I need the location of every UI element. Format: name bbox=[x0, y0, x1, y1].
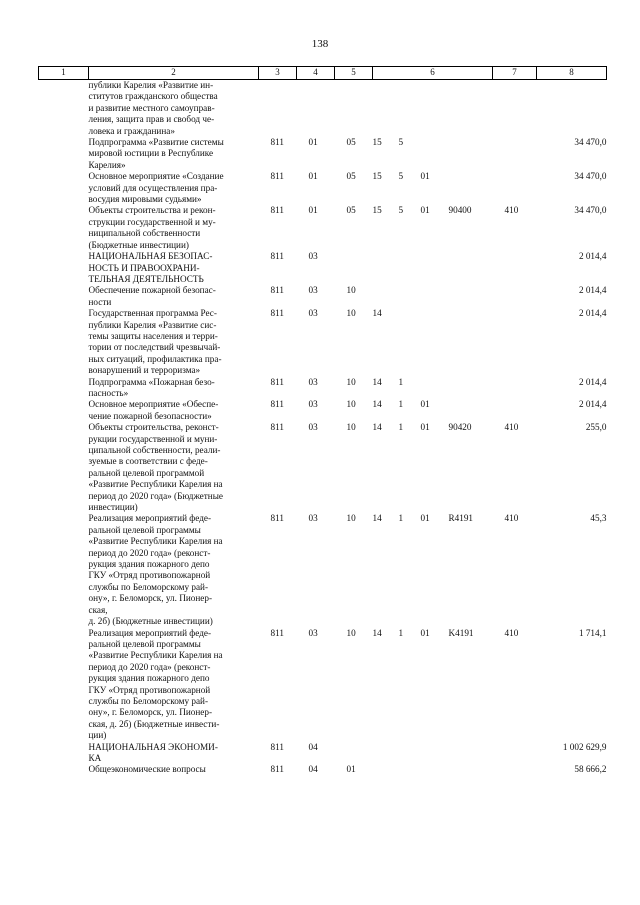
table-row bbox=[39, 742, 607, 765]
row-c5: 10 bbox=[346, 627, 356, 638]
row-amount: 58 666,2 bbox=[574, 764, 607, 775]
row-c5: 10 bbox=[346, 376, 356, 387]
row-col1 bbox=[39, 399, 89, 422]
row-c6d bbox=[449, 742, 493, 765]
table-row bbox=[39, 764, 607, 775]
row-c7 bbox=[493, 171, 537, 205]
row-name: Основное мероприятие «Обеспе- чение пожарной безопасности» bbox=[88, 399, 219, 421]
row-c5: 01 bbox=[346, 764, 356, 775]
table-row bbox=[39, 308, 607, 376]
row-c5 bbox=[335, 80, 373, 138]
row-c4: 03 bbox=[308, 376, 318, 387]
row-c6d bbox=[449, 308, 493, 376]
row-c5 bbox=[335, 742, 373, 765]
col-header-1: 1 bbox=[39, 67, 89, 80]
row-amount: 2 014,4 bbox=[578, 251, 607, 262]
row-amount: 1 002 629,9 bbox=[562, 741, 607, 752]
row-c6c bbox=[421, 377, 449, 400]
row-col1 bbox=[39, 205, 89, 251]
row-amount: 34 470,0 bbox=[574, 171, 607, 182]
row-col1 bbox=[39, 377, 89, 400]
row-c6b: 5 bbox=[398, 137, 404, 148]
row-c4: 03 bbox=[308, 251, 318, 262]
row-c6a: 15 bbox=[372, 171, 382, 182]
row-c6d bbox=[449, 285, 493, 308]
row-c7 bbox=[493, 742, 537, 765]
row-c3: 811 bbox=[270, 251, 284, 262]
col-header-5: 5 bbox=[335, 67, 373, 80]
row-name: публики Карелия «Развитие ин- ститутов гражданского общества и развитие местного самоуправ- ления, защита прав и свобод че- ловека и гражданина» bbox=[88, 80, 218, 136]
row-c4: 04 bbox=[308, 741, 318, 752]
row-amount: 2 014,4 bbox=[578, 376, 607, 387]
col-header-3: 3 bbox=[259, 67, 297, 80]
row-col1 bbox=[39, 742, 89, 765]
table-row bbox=[39, 171, 607, 205]
row-c6b: 1 bbox=[398, 513, 404, 524]
table-body bbox=[39, 80, 607, 776]
row-c3: 811 bbox=[270, 627, 284, 638]
table-row bbox=[39, 399, 607, 422]
row-name: Реализация мероприятий феде- ральной целевой программы «Развитие Республики Карелия на период до 2020 года» (реконст- рукция здания пожарного депо ГКУ «Отряд противопожарной службы по Беломорскому рай- ону», г. Беломорск, ул. Пионер- ская, д. 2б) (Бюджетные инвестиции) bbox=[88, 513, 223, 627]
row-c6a: 14 bbox=[372, 399, 382, 410]
col-header-2: 2 bbox=[89, 67, 259, 80]
row-c5: 10 bbox=[346, 399, 356, 410]
row-c6d bbox=[449, 251, 493, 285]
row-c6a: 15 bbox=[372, 205, 382, 216]
row-c6d bbox=[449, 377, 493, 400]
page-number: 138 bbox=[311, 38, 329, 50]
row-name: Объекты строительства, реконст- рукции государственной и муни- ципальной собственности, реали- зуемые в соответствии с феде- ральной целевой программой «Развитие Республики Карелия на период до 2020 года» (Бюджетные инвестиции) bbox=[88, 422, 223, 513]
row-col1 bbox=[39, 308, 89, 376]
row-amount: 34 470,0 bbox=[574, 137, 607, 148]
row-c6b: 5 bbox=[398, 171, 404, 182]
row-c7 bbox=[493, 377, 537, 400]
row-c6b bbox=[399, 80, 421, 138]
row-c5: 10 bbox=[346, 422, 356, 433]
row-c3: 811 bbox=[270, 376, 284, 387]
row-c7 bbox=[493, 308, 537, 376]
row-c3: 811 bbox=[270, 308, 284, 319]
table-row bbox=[39, 285, 607, 308]
row-c5: 05 bbox=[346, 171, 356, 182]
row-c6a bbox=[373, 80, 399, 138]
row-c6d bbox=[449, 399, 493, 422]
row-col1 bbox=[39, 285, 89, 308]
row-c7 bbox=[493, 251, 537, 285]
row-c6c: 01 bbox=[420, 627, 430, 638]
row-amount: 255,0 bbox=[585, 422, 607, 433]
row-amount: 2 014,4 bbox=[578, 308, 607, 319]
col-header-6: 6 bbox=[373, 67, 493, 80]
row-c6c: 01 bbox=[420, 422, 430, 433]
table-row bbox=[39, 205, 607, 251]
row-c7 bbox=[493, 80, 537, 138]
row-c6b: 1 bbox=[398, 399, 404, 410]
row-c4: 01 bbox=[308, 137, 318, 148]
row-c6a bbox=[373, 764, 399, 775]
row-amount: 1 714,1 bbox=[578, 627, 607, 638]
row-c6b: 1 bbox=[398, 422, 404, 433]
row-c7: 410 bbox=[504, 205, 519, 216]
row-c4: 03 bbox=[308, 422, 318, 433]
row-name: Общеэкономические вопросы bbox=[88, 764, 206, 775]
table-row bbox=[39, 377, 607, 400]
row-c6d bbox=[449, 80, 493, 138]
row-col1 bbox=[39, 628, 89, 742]
row-c6c bbox=[421, 251, 449, 285]
row-c4 bbox=[297, 80, 335, 138]
row-c6c bbox=[421, 80, 449, 138]
row-c7: 410 bbox=[504, 627, 519, 638]
row-name: Реализация мероприятий феде- ральной целевой программы «Развитие Республики Карелия на период до 2020 года» (реконст- рукция здания пожарного депо ГКУ «Отряд противопожарной службы по Беломорскому рай- ону», г. Беломорск, ул. Пионер- ская, д. 2б) (Бюджетные инвести- ции) bbox=[88, 627, 223, 741]
row-name: Подпрограмма «Развитие системы мировой юстиции в Республике Карелия» bbox=[88, 137, 224, 170]
row-c4: 01 bbox=[308, 205, 318, 216]
col-header-7: 7 bbox=[493, 67, 537, 80]
row-c6a bbox=[373, 251, 399, 285]
row-c6b: 5 bbox=[398, 205, 404, 216]
row-col1 bbox=[39, 251, 89, 285]
budget-table bbox=[38, 66, 607, 776]
table-row bbox=[39, 513, 607, 627]
row-c3: 811 bbox=[270, 137, 284, 148]
row-amount bbox=[537, 80, 607, 138]
row-name: Государственная программа Рес- публики Карелия «Развитие сис- темы защиты населения и терри- тории от последствий чрезвычай- ных ситуаций, профилактика пра- вонарушений и терроризма» bbox=[88, 308, 222, 376]
row-c3: 811 bbox=[270, 764, 284, 775]
row-c6c: 01 bbox=[420, 205, 430, 216]
row-name: Объекты строительства и рекон- струкции государственной и му- ниципальной собственности (Бюджетные инвестиции) bbox=[88, 205, 216, 250]
row-c5 bbox=[335, 251, 373, 285]
row-c6b bbox=[399, 285, 421, 308]
row-c7 bbox=[493, 137, 537, 171]
row-c4: 01 bbox=[308, 171, 318, 182]
row-c3: 811 bbox=[270, 399, 284, 410]
table-row bbox=[39, 137, 607, 171]
row-col1 bbox=[39, 80, 89, 138]
row-c4: 03 bbox=[308, 308, 318, 319]
header-row bbox=[39, 67, 607, 80]
row-c6d: 90400 bbox=[448, 205, 472, 216]
row-c6d bbox=[449, 764, 493, 775]
row-c3: 811 bbox=[270, 513, 284, 524]
row-c6c bbox=[421, 764, 449, 775]
row-c7: 410 bbox=[504, 422, 519, 433]
row-amount: 2 014,4 bbox=[578, 399, 607, 410]
row-c6c bbox=[421, 308, 449, 376]
col-header-4: 4 bbox=[297, 67, 335, 80]
row-col1 bbox=[39, 422, 89, 513]
table-row bbox=[39, 80, 607, 138]
row-c6a bbox=[373, 742, 399, 765]
table-row bbox=[39, 251, 607, 285]
row-c6a bbox=[373, 285, 399, 308]
row-c3: 811 bbox=[270, 285, 284, 296]
row-c6d bbox=[449, 137, 493, 171]
row-c6c bbox=[421, 137, 449, 171]
row-amount: 2 014,4 bbox=[578, 285, 607, 296]
row-c6a: 14 bbox=[372, 422, 382, 433]
row-c3 bbox=[259, 80, 297, 138]
row-c7 bbox=[493, 764, 537, 775]
row-name: НАЦИОНАЛЬНАЯ БЕЗОПАС- НОСТЬ И ПРАВООХРАНИ- ТЕЛЬНАЯ ДЕЯТЕЛЬНОСТЬ bbox=[88, 251, 213, 284]
table-row bbox=[39, 628, 607, 742]
row-c4: 03 bbox=[308, 285, 318, 296]
row-c5: 10 bbox=[346, 513, 356, 524]
row-c6b: 1 bbox=[398, 376, 404, 387]
row-name: Обеспечение пожарной безопас- ности bbox=[88, 285, 216, 307]
row-c4: 03 bbox=[308, 627, 318, 638]
row-c3: 811 bbox=[270, 171, 284, 182]
row-c6d bbox=[449, 171, 493, 205]
row-c3: 811 bbox=[270, 422, 284, 433]
table-row bbox=[39, 422, 607, 513]
row-c5: 10 bbox=[346, 285, 356, 296]
row-c6c: 01 bbox=[420, 171, 430, 182]
row-c6b bbox=[399, 742, 421, 765]
row-c3: 811 bbox=[270, 741, 284, 752]
row-c6d: K4191 bbox=[448, 627, 474, 638]
row-amount: 45,3 bbox=[590, 513, 607, 524]
row-c7: 410 bbox=[504, 513, 519, 524]
row-c6a: 15 bbox=[372, 137, 382, 148]
col-header-8: 8 bbox=[537, 67, 607, 80]
row-c6b bbox=[399, 764, 421, 775]
row-c6b: 1 bbox=[398, 627, 404, 638]
row-col1 bbox=[39, 137, 89, 171]
row-c7 bbox=[493, 285, 537, 308]
row-c7 bbox=[493, 399, 537, 422]
row-c6b bbox=[399, 251, 421, 285]
row-c3: 811 bbox=[270, 205, 284, 216]
row-amount: 34 470,0 bbox=[574, 205, 607, 216]
row-c6c: 01 bbox=[420, 513, 430, 524]
row-col1 bbox=[39, 171, 89, 205]
row-col1 bbox=[39, 513, 89, 627]
row-c5: 10 bbox=[346, 308, 356, 319]
row-c6a: 14 bbox=[372, 376, 382, 387]
row-name: НАЦИОНАЛЬНАЯ ЭКОНОМИ- КА bbox=[88, 741, 218, 763]
row-c4: 04 bbox=[308, 764, 318, 775]
row-name: Подпрограмма «Пожарная безо- пасность» bbox=[88, 376, 215, 398]
row-c4: 03 bbox=[308, 399, 318, 410]
row-name: Основное мероприятие «Создание условий для осуществления пра- восудия мировыми судьями» bbox=[88, 171, 224, 205]
row-c6c bbox=[421, 285, 449, 308]
row-c6c bbox=[421, 742, 449, 765]
row-c6a: 14 bbox=[372, 627, 382, 638]
row-col1 bbox=[39, 764, 89, 775]
row-c6c: 01 bbox=[420, 399, 430, 410]
row-c5: 05 bbox=[346, 137, 356, 148]
row-c6d: 90420 bbox=[448, 422, 472, 433]
row-c6a: 14 bbox=[372, 308, 382, 319]
row-c6d: R4191 bbox=[448, 513, 474, 524]
row-c6b bbox=[399, 308, 421, 376]
row-c4: 03 bbox=[308, 513, 318, 524]
row-c5: 05 bbox=[346, 205, 356, 216]
row-c6a: 14 bbox=[372, 513, 382, 524]
